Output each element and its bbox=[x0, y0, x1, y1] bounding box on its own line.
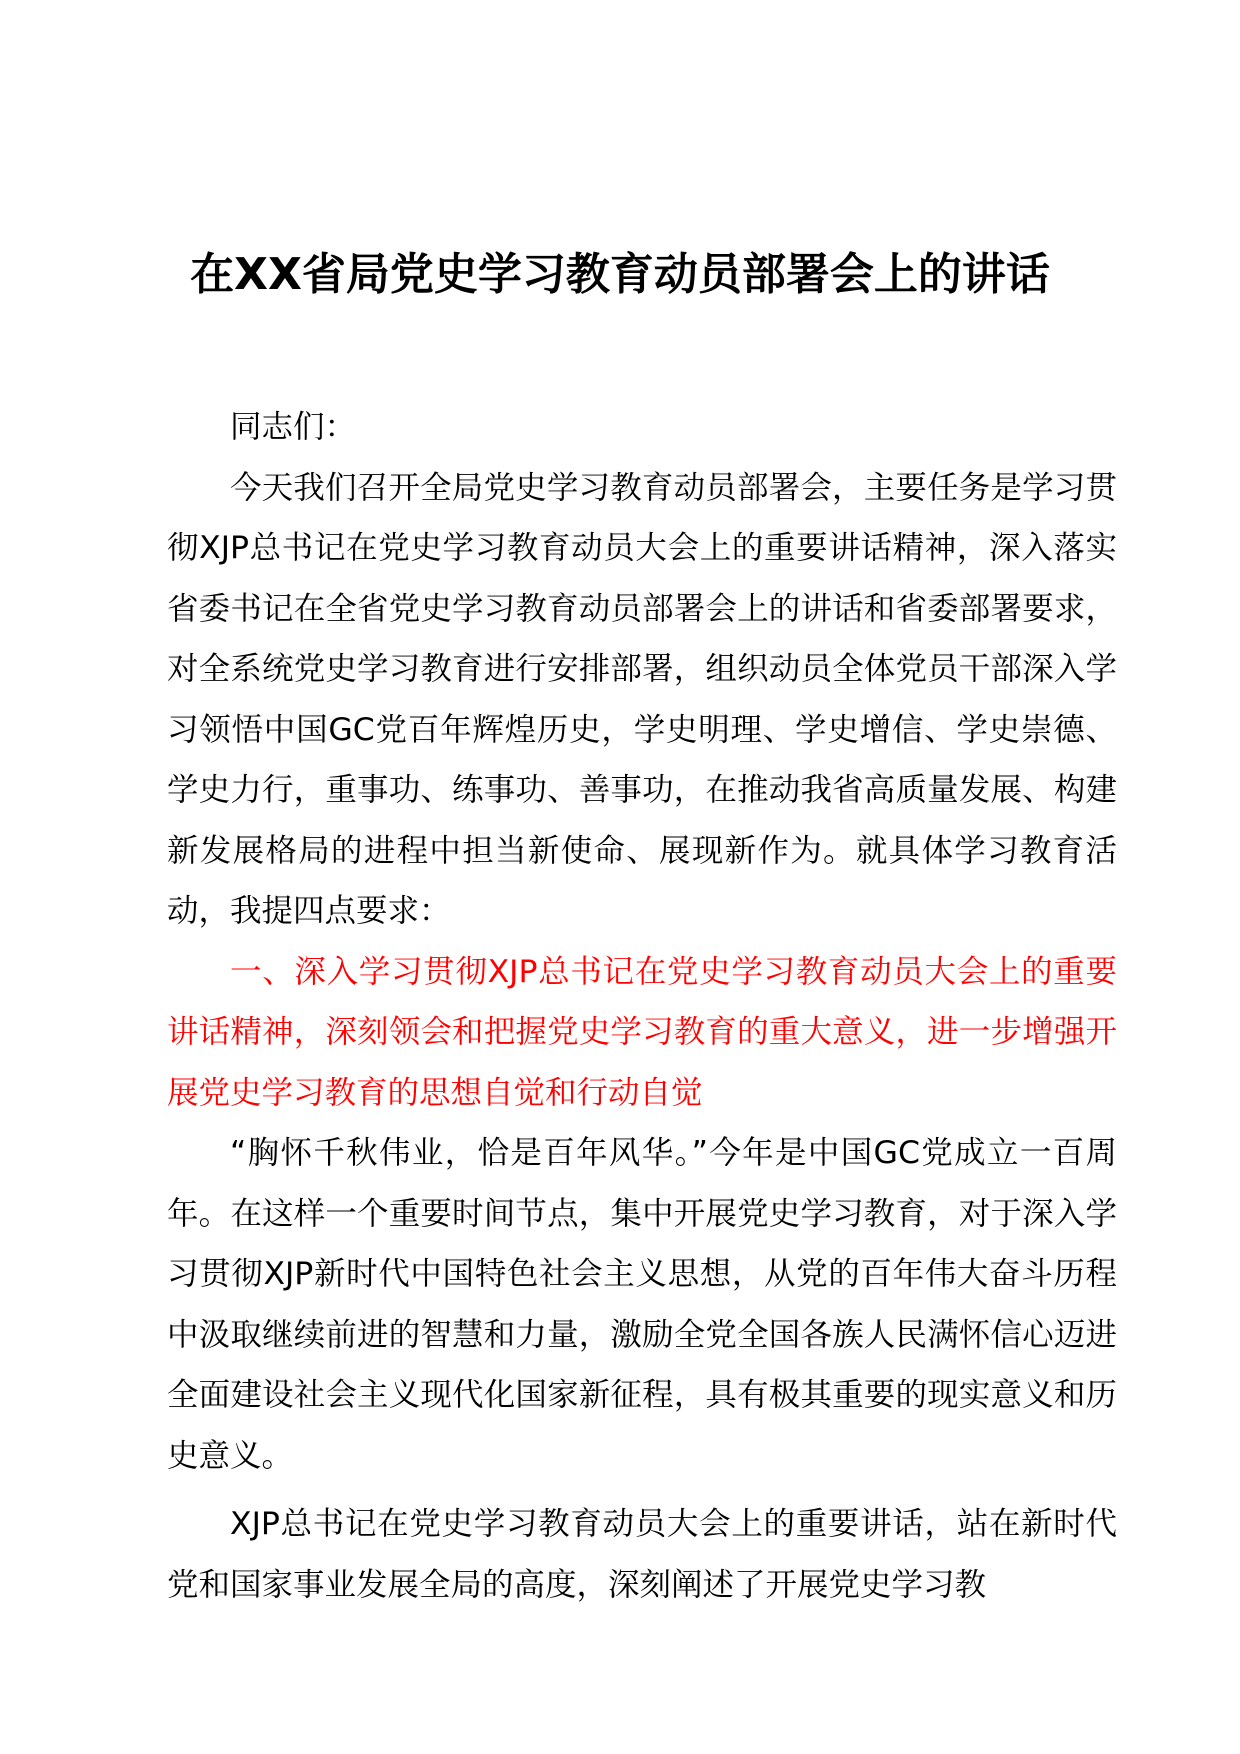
salutation: 同志们： bbox=[230, 409, 357, 445]
paragraph-body-2: XJP总书记在党史学习教育动员大会上的重要讲话，站在新时代党和国家事业发展全局的高度，深刻阐述了开展党史学习教 bbox=[167, 1506, 1117, 1603]
document-title: 在XX省局党史学习教育动员部署会上的讲话 bbox=[190, 249, 1050, 300]
paragraph-intro: 今天我们召开全局党史学习教育动员部署会，主要任务是学习贯彻XJP总书记在党史学习教育动员大会上的重要讲话精神，深入落实省委书记在全省党史学习教育动员部署会上的讲话和省委部署要求，对全系统党史学习教育进行安排部署，组织动员全体党员干部深入学习领悟中国GC党百年辉煌历史，学史明理、学史增信、学史崇德、学史力行，重事功、练事功、善事功，在推动我省高质量发展、构建新发展格局的进程中担当新使命、展现新作为。就具体学习教育活动，我提四点要求： bbox=[167, 469, 1117, 929]
section-heading-1: 一、深入学习贯彻XJP总书记在党史学习教育动员大会上的重要讲话精神，深刻领会和把握党史学习教育的重大意义，进一步增强开展党史学习教育的思想自觉和行动自觉 bbox=[167, 953, 1117, 1111]
document-body bbox=[167, 397, 1117, 1615]
paragraph-body-1: “胸怀千秋伟业，恰是百年风华。”今年是中国GC党成立一百周年。在这样一个重要时间节点，集中开展党史学习教育，对于深入学习贯彻XJP新时代中国特色社会主义思想，从党的百年伟大奋斗历程中汲取继续前进的智慧和力量，激励全党全国各族人民满怀信心迈进全面建设社会主义现代化国家新征程，具有极其重要的现实意义和历史意义。 bbox=[167, 1135, 1117, 1474]
